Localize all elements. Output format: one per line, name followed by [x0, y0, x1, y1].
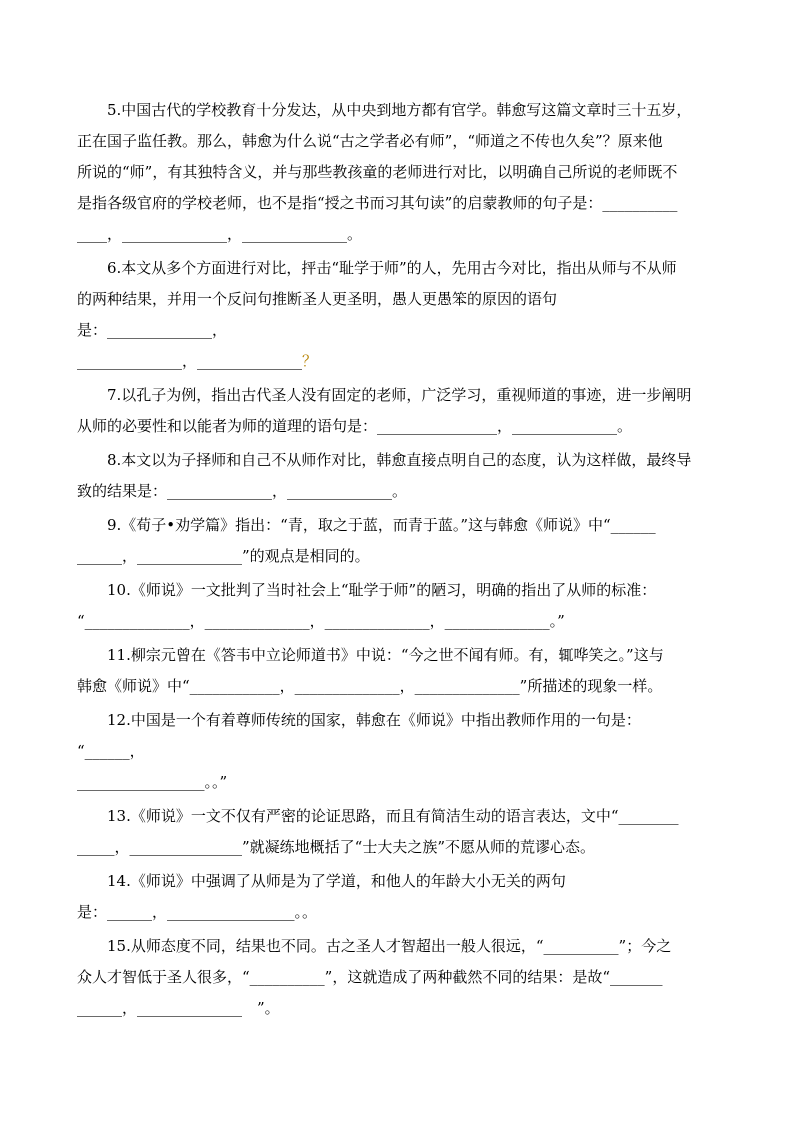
question-line: 15.从师态度不同，结果也不同。古之圣人才智超出一般人很远，“__________”；今之: [107, 937, 672, 955]
question-12: [77, 705, 723, 798]
question-line: 的两种结果，并用一个反问句推断圣人更圣明，愚人更愚笨的原因的语句: [77, 290, 558, 308]
answer-blank-line: “______，: [77, 742, 145, 760]
answer-blank-line: ____，______________，______________。: [77, 225, 363, 243]
question-line: 众人才智低于圣人很多，“__________”，这就造成了两种截然不同的结果：是故“_______: [77, 968, 663, 986]
question-line: 正在国子监任教。那么，韩愈为什么说“古之学者必有师”，“师道之不传也久矣”？原来他: [77, 132, 663, 150]
question-line: 5.中国古代的学校教育十分发达，从中央到地方都有官学。韩愈写这篇文章时三十五岁，: [107, 101, 692, 119]
answer-blank-line: 是：______，_________________。。: [77, 903, 318, 921]
question-line: 是指各级官府的学校老师，也不是指“授之书而习其句读”的启蒙教师的句子是：__________: [77, 194, 678, 212]
question-line: 所说的“师”，有其独特含义，并与那些教孩童的老师进行对比，以明确自己所说的老师既不: [77, 163, 678, 181]
answer-blanks: ______________，______________: [77, 352, 303, 370]
question-line: 韩愈《师说》中“____________，______________，______________”所描述的现象一样。: [77, 677, 663, 695]
answer-blank-line: [77, 346, 723, 377]
question-14: [77, 866, 723, 928]
question-line: 6.本文从多个方面进行对比，抨击“耻学于师”的人，先用古今对比，指出从师与不从师: [107, 259, 677, 277]
question-line: _____，_______________”就凝练地概括了“士大夫之族”不愿从师的荒谬心态。: [77, 838, 596, 856]
worksheet-page: [77, 95, 723, 1027]
question-line: 是：______________，: [77, 321, 228, 339]
question-line: 13.《师说》一文不仅有严密的论证思路，而且有简洁生动的语言表达，文中“________: [107, 807, 679, 825]
question-7: [77, 380, 723, 442]
question-line: 9.《荀子•劝学篇》指出：“青，取之于蓝，而青于蓝。”这与韩愈《师说》中“______: [107, 516, 656, 534]
question-line: 12.中国是一个有着尊师传统的国家，韩愈在《师说》中指出教师作用的一句是：: [107, 711, 641, 729]
question-15: [77, 931, 723, 1024]
answer-blank-line: ______，______________ ”。: [77, 999, 280, 1017]
question-10: [77, 575, 723, 637]
question-line: ______，______________”的观点是相同的。: [77, 547, 370, 565]
question-line: 8.本文以为子择师和自己不从师作对比，韩愈直接点明自己的态度，认为这样做，最终导: [107, 451, 692, 469]
question-line: 从师的必要性和以能者为师的道理的语句是：________________，______________。: [77, 417, 633, 435]
question-6: [77, 253, 723, 377]
question-mark: ？: [302, 352, 318, 370]
question-5: [77, 95, 723, 250]
answer-blank-line: “______________，______________，______________，______________。”: [77, 612, 565, 630]
question-9: [77, 510, 723, 572]
answer-blank-line: _________________。。”: [77, 773, 228, 791]
question-11: [77, 640, 723, 702]
question-line: 7.以孔子为例，指出古代圣人没有固定的老师，广泛学习，重视师道的事迹，进一步阐明: [107, 386, 692, 404]
question-line: 14.《师说》中强调了从师是为了学道，和他人的年龄大小无关的两句: [107, 872, 566, 890]
question-line: 10.《师说》一文批判了当时社会上“耻学于师”的陋习，明确的指出了从师的标准：: [107, 581, 657, 599]
question-line: 致的结果是：______________，______________。: [77, 482, 408, 500]
question-13: [77, 801, 723, 863]
question-line: 11.柳宗元曾在《答韦中立论师道书》中说：“今之世不闻有师。有，辄哗笑之。”这与: [107, 646, 664, 664]
question-8: [77, 445, 723, 507]
